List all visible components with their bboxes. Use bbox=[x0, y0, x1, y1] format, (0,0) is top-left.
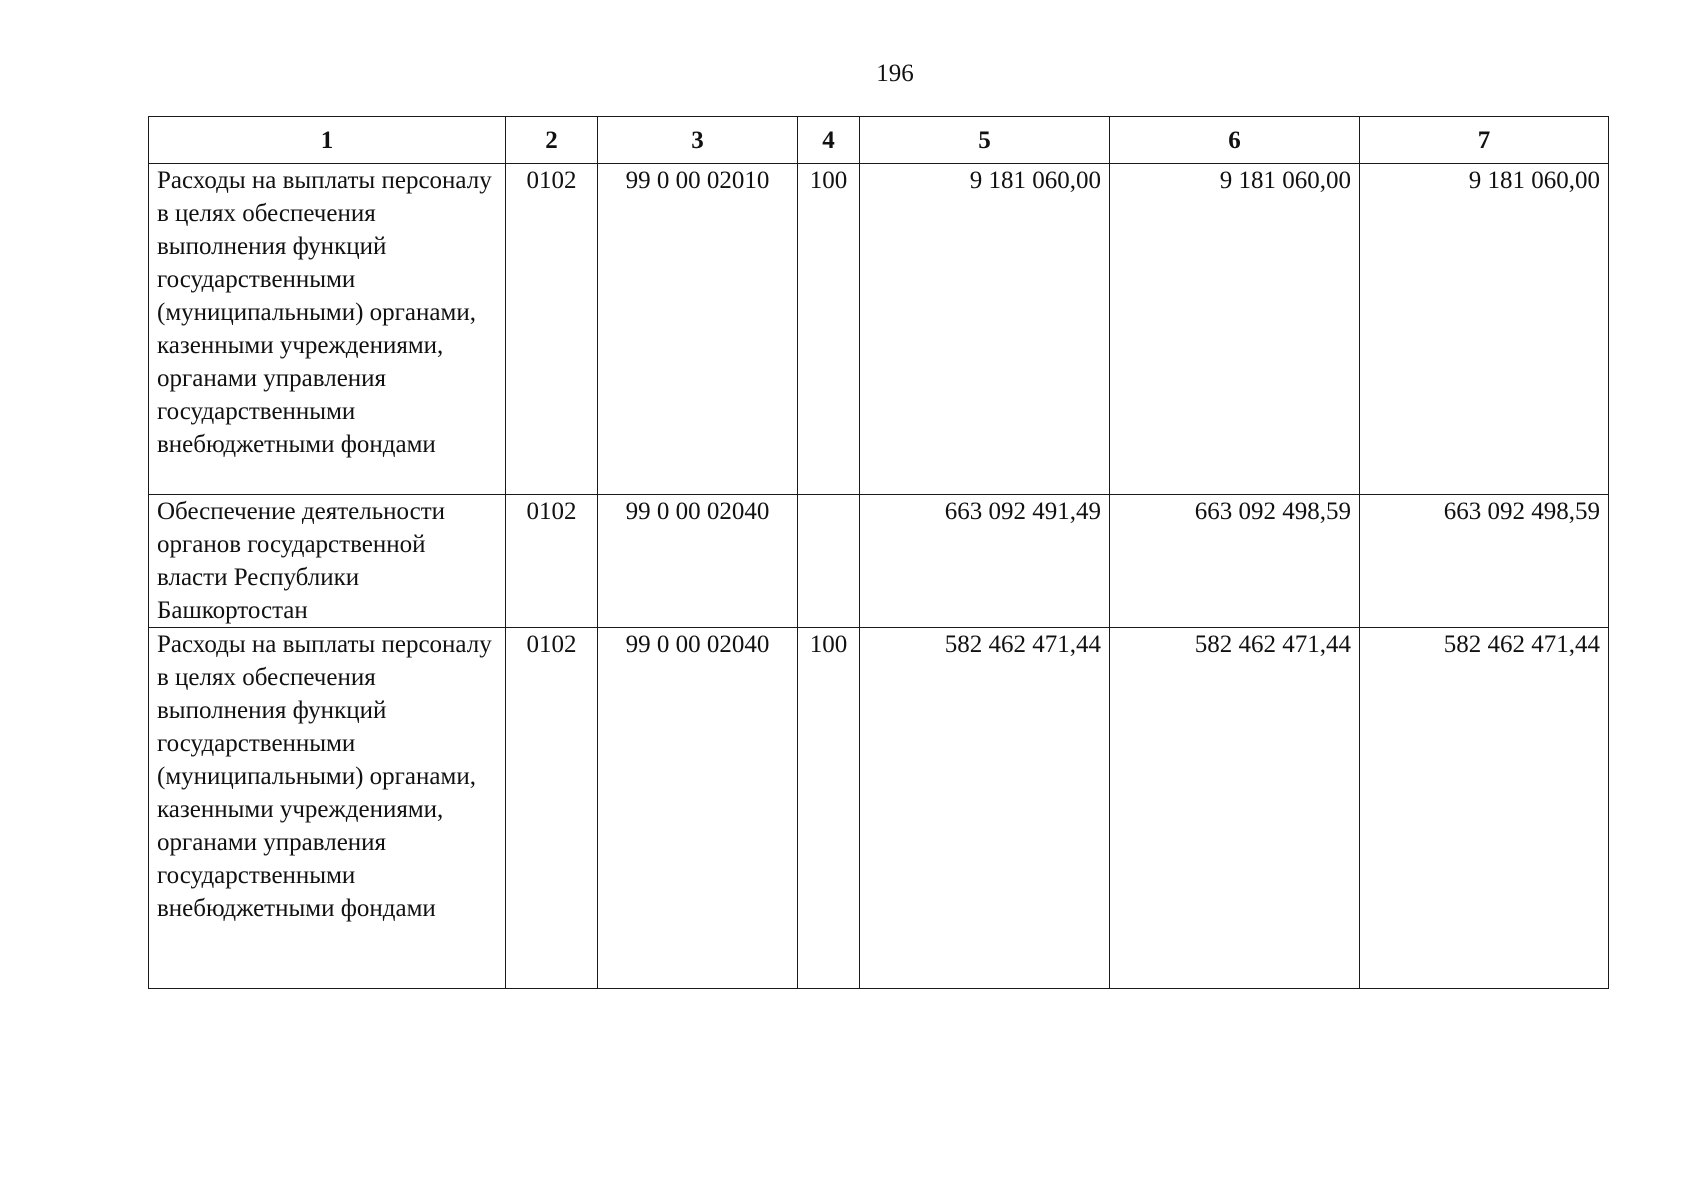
row-name bbox=[149, 164, 506, 495]
row-name-text: Обеспечение деятельности органов государственной власти Республики Башкортостан bbox=[157, 498, 446, 624]
row-value-7: 582 462 471,44 bbox=[1360, 628, 1609, 989]
column-header-3: 3 bbox=[598, 117, 798, 164]
column-header-2: 2 bbox=[506, 117, 598, 164]
table-row bbox=[149, 164, 1609, 495]
row-section-code: 0102 bbox=[506, 628, 598, 989]
page-number: 196 bbox=[876, 60, 914, 87]
column-header-1: 1 bbox=[149, 117, 506, 164]
row-value-5: 582 462 471,44 bbox=[860, 628, 1110, 989]
column-header-7: 7 bbox=[1360, 117, 1609, 164]
column-header-6: 6 bbox=[1110, 117, 1360, 164]
row-name bbox=[149, 628, 506, 989]
row-value-6: 582 462 471,44 bbox=[1110, 628, 1360, 989]
row-value-5: 9 181 060,00 bbox=[860, 164, 1110, 495]
row-section-code: 0102 bbox=[506, 495, 598, 628]
row-value-7: 9 181 060,00 bbox=[1360, 164, 1609, 495]
row-target-code: 99 0 00 02040 bbox=[598, 628, 798, 989]
row-value-5: 663 092 491,49 bbox=[860, 495, 1110, 628]
row-section-code: 0102 bbox=[506, 164, 598, 495]
column-header-4: 4 bbox=[798, 117, 860, 164]
row-value-6: 663 092 498,59 bbox=[1110, 495, 1360, 628]
row-target-code: 99 0 00 02010 bbox=[598, 164, 798, 495]
row-name bbox=[149, 495, 506, 628]
row-target-code: 99 0 00 02040 bbox=[598, 495, 798, 628]
row-name-text: Расходы на выплаты персоналу в целях обеспечения выполнения функций государственными (муниципальными) органами, казенными учреждениями, органами управления государственными внебюджетными фондами bbox=[157, 631, 492, 922]
table-row bbox=[149, 628, 1609, 989]
table-row bbox=[149, 495, 1609, 628]
row-name-text: Расходы на выплаты персоналу в целях обеспечения выполнения функций государственными (муниципальными) органами, казенными учреждениями, органами управления государственными внебюджетными фондами bbox=[157, 167, 492, 458]
row-value-7: 663 092 498,59 bbox=[1360, 495, 1609, 628]
row-value-6: 9 181 060,00 bbox=[1110, 164, 1360, 495]
header-row bbox=[149, 117, 1609, 164]
column-header-5: 5 bbox=[860, 117, 1110, 164]
row-expense-type: 100 bbox=[798, 628, 860, 989]
row-expense-type: 100 bbox=[798, 164, 860, 495]
budget-table bbox=[148, 116, 1609, 989]
row-expense-type bbox=[798, 495, 860, 628]
